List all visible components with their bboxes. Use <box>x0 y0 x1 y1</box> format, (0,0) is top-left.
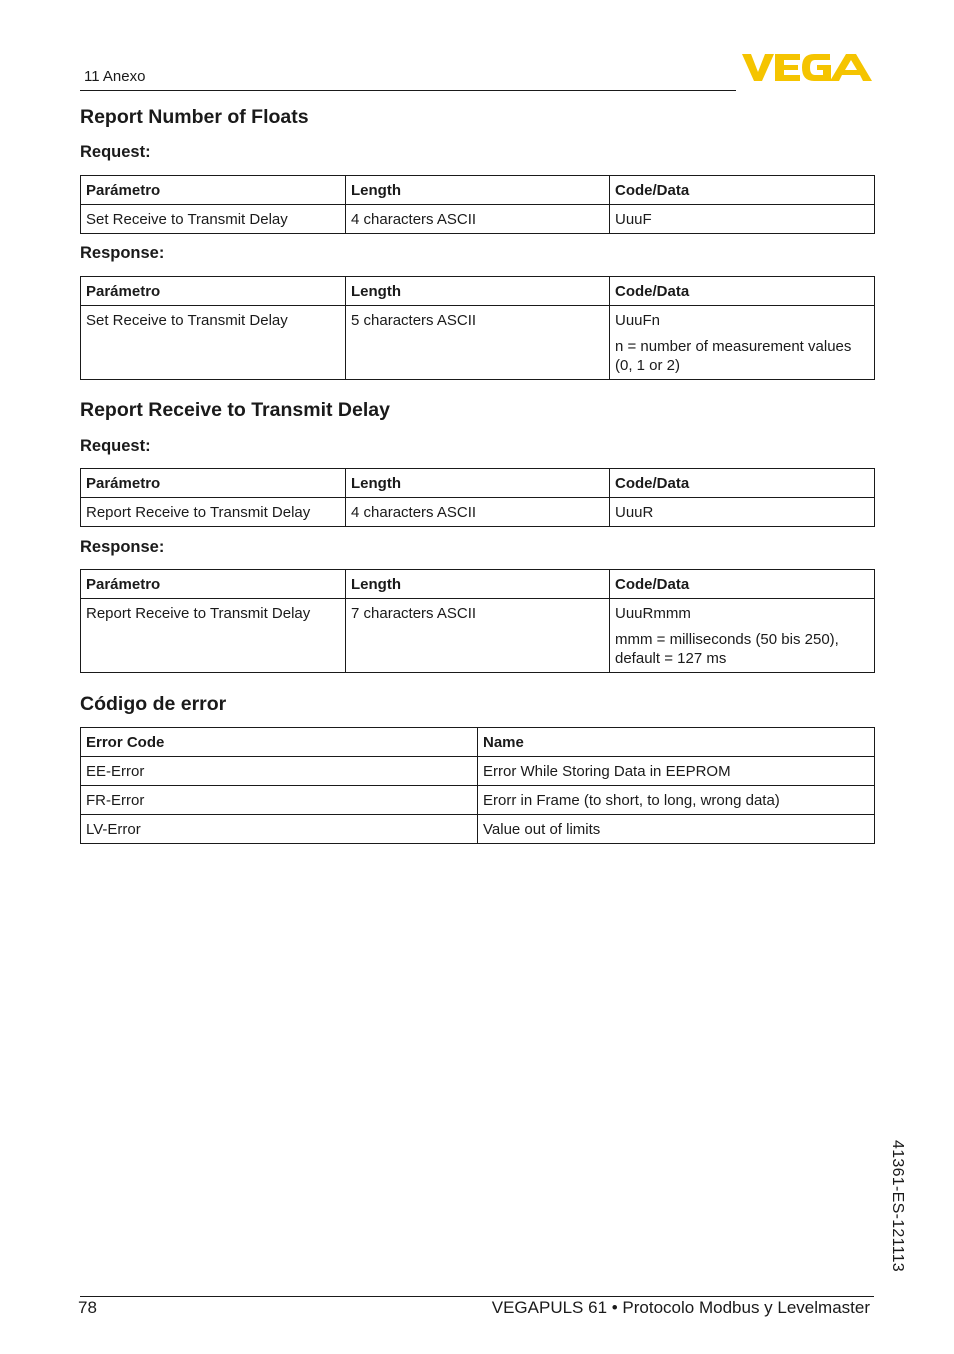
response-table-delay <box>80 569 875 673</box>
code-note: n = number of measurement values (0, 1 or 2) <box>615 338 852 374</box>
table-cell: Set Receive to Transmit Delay <box>81 205 346 234</box>
request-table-floats <box>80 175 875 234</box>
table-cell: Value out of limits <box>478 815 875 844</box>
header-cell: Code/Data <box>610 277 875 306</box>
footer-title: VEGAPULS 61 • Protocolo Modbus y Levelmaster <box>491 1298 870 1317</box>
request-label: Request: <box>80 143 151 161</box>
header-cell: Length <box>346 570 610 599</box>
table-cell-code <box>610 599 875 673</box>
table-cell-code <box>610 306 875 380</box>
table-header-row <box>81 176 875 205</box>
header-cell: Error Code <box>81 728 478 757</box>
table-cell: Report Receive to Transmit Delay <box>81 599 346 673</box>
code-value: UuuRmmm <box>615 605 691 622</box>
vega-logo <box>742 52 874 82</box>
header-cell: Parámetro <box>81 469 346 498</box>
error-code-table <box>80 727 875 844</box>
table-cell: Set Receive to Transmit Delay <box>81 306 346 380</box>
table-cell: LV-Error <box>81 815 478 844</box>
code-note: mmm = milliseconds (50 bis 250), default = 127 ms <box>615 631 839 667</box>
code-value: UuuFn <box>615 312 661 329</box>
page-number: 78 <box>78 1298 97 1317</box>
response-label: Response: <box>80 244 165 262</box>
header-cell: Length <box>346 469 610 498</box>
table-header-row <box>81 469 875 498</box>
header-cell: Length <box>346 277 610 306</box>
table-cell: Report Receive to Transmit Delay <box>81 498 346 527</box>
table-cell: UuuF <box>610 205 875 234</box>
table-row <box>81 599 875 673</box>
table-cell: EE-Error <box>81 757 478 786</box>
response-label: Response: <box>80 538 165 556</box>
header-section: 11 Anexo <box>84 68 146 85</box>
table-row <box>81 757 875 786</box>
document-id: 41361-ES-121113 <box>889 1140 906 1273</box>
response-table-floats <box>80 276 875 380</box>
header-cell: Parámetro <box>81 277 346 306</box>
table-row <box>81 205 875 234</box>
table-row <box>81 815 875 844</box>
table-header-row <box>81 728 875 757</box>
header-cell: Length <box>346 176 610 205</box>
request-table-delay <box>80 468 875 527</box>
header-cell: Parámetro <box>81 176 346 205</box>
table-row <box>81 786 875 815</box>
table-row <box>81 498 875 527</box>
header-cell: Parámetro <box>81 570 346 599</box>
table-cell: 4 characters ASCII <box>346 498 610 527</box>
table-cell: Erorr in Frame (to short, to long, wrong data) <box>478 786 875 815</box>
request-label: Request: <box>80 437 151 455</box>
table-cell: 4 characters ASCII <box>346 205 610 234</box>
table-cell: Error While Storing Data in EEPROM <box>478 757 875 786</box>
table-cell: UuuR <box>610 498 875 527</box>
header-cell: Code/Data <box>610 176 875 205</box>
section-title-report-number-of-floats: Report Number of Floats <box>80 106 309 128</box>
header-cell: Name <box>478 728 875 757</box>
footer-divider <box>80 1296 874 1297</box>
section-title-report-receive-to-transmit-delay: Report Receive to Transmit Delay <box>80 399 390 421</box>
table-cell: 7 characters ASCII <box>346 599 610 673</box>
header-cell: Code/Data <box>610 570 875 599</box>
table-cell: FR-Error <box>81 786 478 815</box>
header-divider <box>80 90 736 91</box>
table-cell: 5 characters ASCII <box>346 306 610 380</box>
header-cell: Code/Data <box>610 469 875 498</box>
table-header-row <box>81 570 875 599</box>
table-row <box>81 306 875 380</box>
table-header-row <box>81 277 875 306</box>
section-title-codigo-de-error: Código de error <box>80 693 227 715</box>
